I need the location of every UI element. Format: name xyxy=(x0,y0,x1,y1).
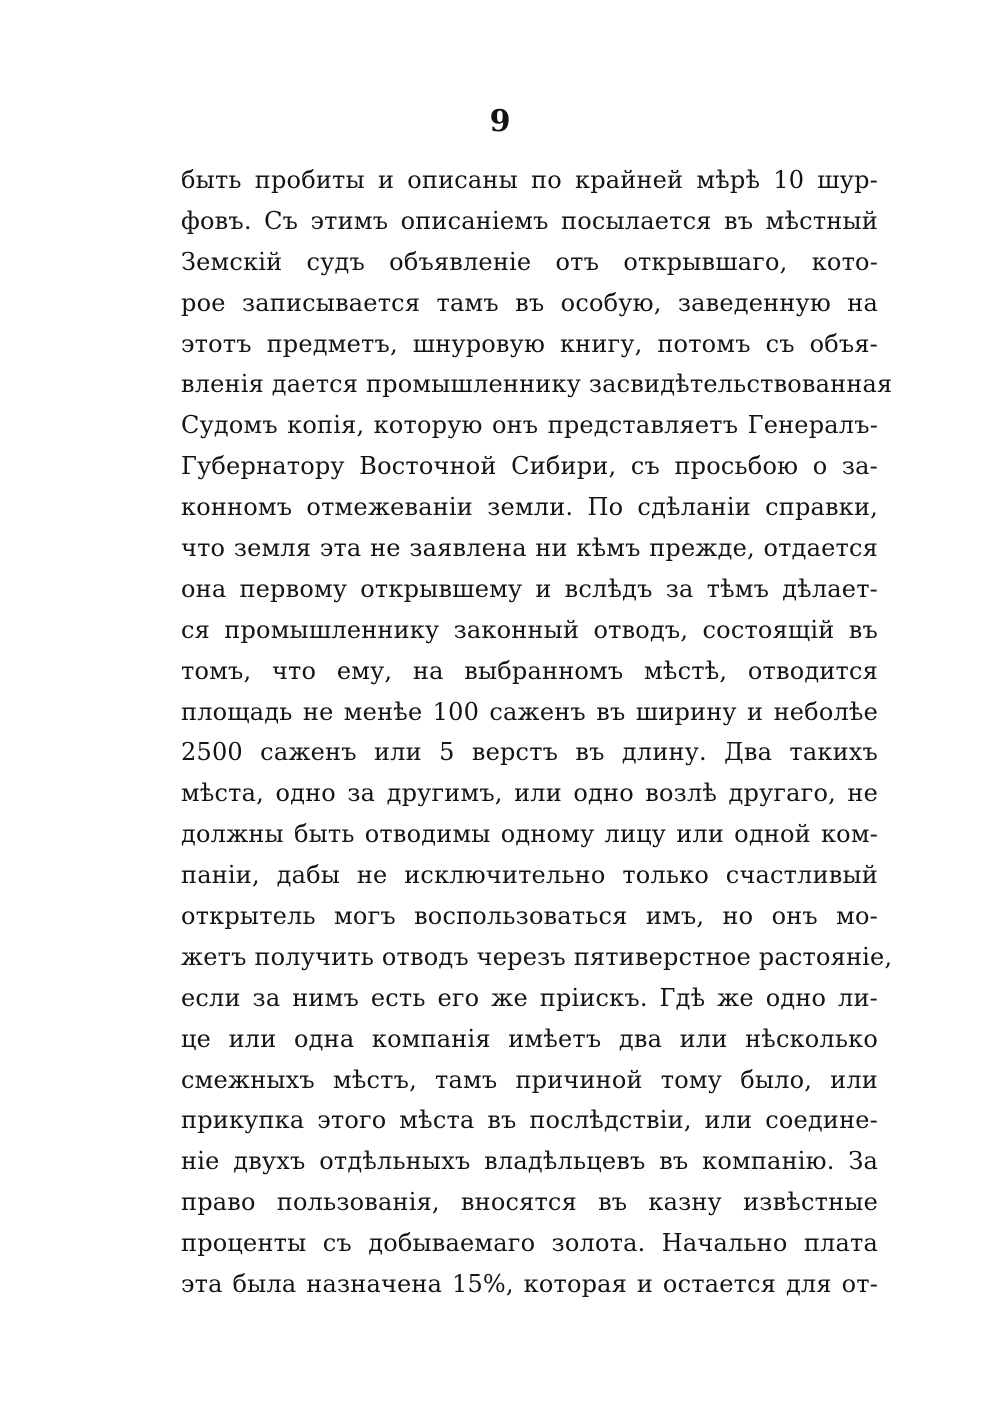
text-line: прикупка этого мѣста въ послѣдствiи, или соедине- xyxy=(181,1106,878,1135)
text-line: площадь не менѣе 100 саженъ въ ширину и неболѣе xyxy=(181,697,878,726)
text-line: проценты съ добываемаго золота. Начально плата xyxy=(181,1229,878,1258)
text-line: что земля эта не заявлена ни кѣмъ прежде, отдается xyxy=(181,534,878,563)
text-line: ся промышленнику законный отводъ, состоящiй въ xyxy=(181,615,878,644)
text-line: мѣста, одно за другимъ, или одно возлѣ другаго, не xyxy=(181,779,878,808)
text-line: смежныхъ мѣстъ, тамъ причиной тому было, или xyxy=(181,1065,878,1094)
text-line: жетъ получить отводъ черезъ пятиверстное растоянiе, xyxy=(181,942,893,971)
text-line: право пользованiя, вносятся въ казну извѣстные xyxy=(181,1188,878,1217)
text-line: быть пробиты и описаны по крайней мѣрѣ 10 шур- xyxy=(181,166,878,194)
page-number: 9 xyxy=(489,104,511,139)
text-line: должны быть отводимы одному лицу или одной ком- xyxy=(181,820,878,849)
text-line: эта была назначена 15%, которая и остается для от- xyxy=(181,1270,878,1299)
text-line: 2500 саженъ или 5 верстъ въ длину. Два такихъ xyxy=(181,738,878,767)
text-line: нiе двухъ отдѣльныхъ владѣльцевъ въ компанiю. За xyxy=(181,1147,878,1176)
text-line: она первому открывшему и вслѣдъ за тѣмъ дѣлает- xyxy=(181,574,878,603)
text-line: если за нимъ есть его же прiискъ. Гдѣ же одно ли- xyxy=(181,983,878,1012)
text-line: це или одна компанiя имѣетъ два или нѣсколько xyxy=(181,1024,878,1053)
text-line: этотъ предметъ, шнуровую книгу, потомъ съ объя- xyxy=(181,329,878,358)
text-line: конномъ отмежеванiи земли. По сдѣланiи справки, xyxy=(181,493,878,522)
text-line: рое записывается тамъ въ особую, заведенную на xyxy=(181,288,878,317)
text-line: томъ, что ему, на выбранномъ мѣстѣ, отводится xyxy=(181,656,878,685)
text-line: открытель могъ воспользоваться имъ, но онъ мо- xyxy=(181,902,878,931)
text-line: фовъ. Съ этимъ описанiемъ посылается въ мѣстный xyxy=(181,206,878,235)
body-text xyxy=(181,160,893,1305)
text-line: панiи, дабы не исключительно только счастливый xyxy=(181,861,878,890)
text-line: вленiя дается промышленнику засвидѣтельствованная xyxy=(181,370,893,399)
text-line: Судомъ копiя, которую онъ представляетъ Генералъ- xyxy=(181,411,878,440)
text-line: Земскiй судъ объявленiе отъ открывшаго, кото- xyxy=(181,247,878,276)
text-line: Губернатору Восточной Сибири, съ просьбою о за- xyxy=(181,452,878,481)
